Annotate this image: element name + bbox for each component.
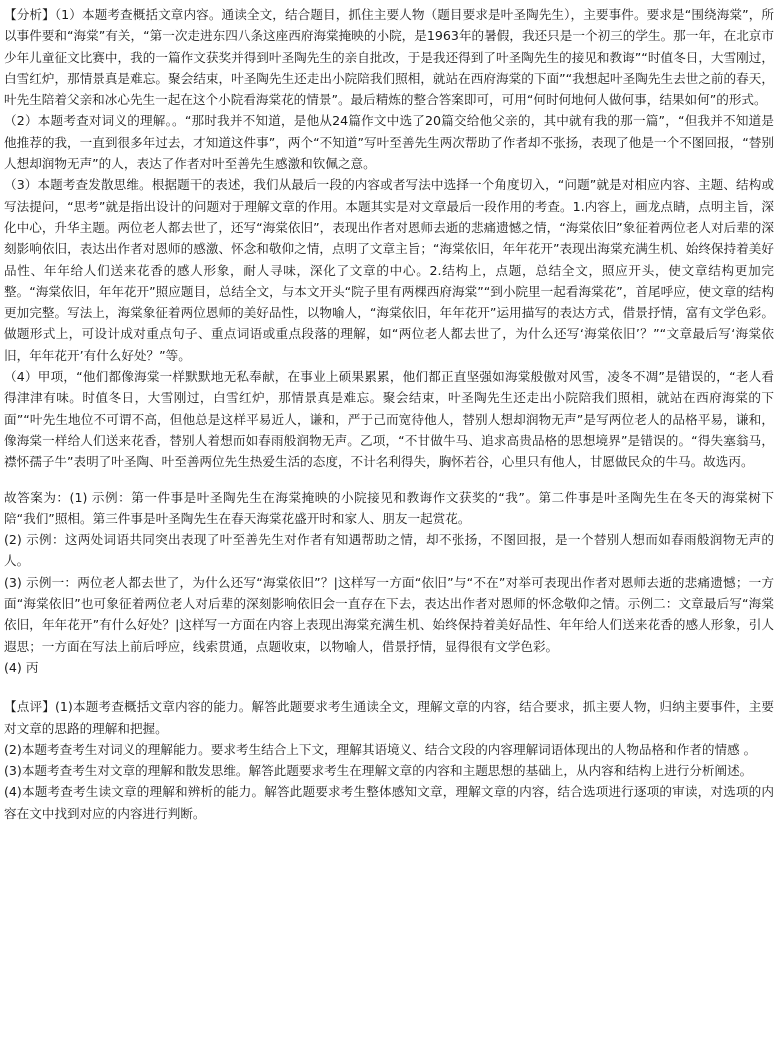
comment-part-2: (2)本题考查考生对词义的理解能力。要求考生结合上下文，理解其语境义、结合文段的内容理解词语体现出的人物品格和作者的情感 。 [4, 741, 757, 757]
comment-part-3: (3)本题考查考生对文章的理解和散发思维。解答此题要求考生在理解文章的内容和主题思想的基础上，从内容和结构上进行分析阐述。 [4, 763, 753, 779]
comment-section [4, 696, 774, 824]
comment-part-4: (4)本题考查考生读文章的理解和辨析的能力。解答此题要求考生整体感知文章，理解文章的内容，结合选项进行逐项的审读，对选项的内容在文中找到对应的内容进行判断。 [4, 784, 774, 821]
analysis-part-4: （4）甲项，“他们都像海棠一样默默地无私奉献，在事业上硕果累累，他们都正直坚强如海棠般傲对风雪，凌冬不凋”是错误的，“老人看得津津有味。时值冬日，大雪刚过，白雪红炉，那情景真是难忘。聚会结束，叶圣陶先生还走出小院陪我们照相，就站在西府海棠的下面”“叶先生地位不可谓不高，但他总是这样平易近人，谦和，严于己而宽待他人，替别人想却润物无声”是写两位老人的品格平易，谦和，像海棠一样给人们送来花香，替别人着想而如春雨般润物无声。乙项，“不甘做牛马、追求高贵品格的思想境界”是错误的。“得失塞翁马，襟怀孺子牛”表明了叶圣陶、叶至善两位先生热爱生活的态度，不计名利得失，胸怀若谷，心里只有他人，甘愿做民众的牛马。故选丙。 [4, 369, 774, 470]
analysis-part-1: 【分析】（1）本题考查概括文章内容。通读全文，结合题目，抓住主要人物（题目要求是叶圣陶先生），主要事件。要求是“围绕海棠”，所以事件要和“海棠”有关，“第一次走进东四八条这座西府海棠掩映的小院，是1963年的暑假，我还只是一个初三的学生。那一年，在北京市少年儿童征文比赛中，我的一篇作文获奖并得到叶圣陶先生的亲自批改，于是我还得到了叶圣陶先生的接见和教诲”“时值冬日，大雪刚过，白雪红炉，那情景真是难忘。聚会结束，叶圣陶先生还走出小院陪我们照相，就站在西府海棠的下面”“我想起叶圣陶先生去世之前的春天，叶先生陪着父亲和冰心先生一起在这个小院看海棠花的情景”。最后精炼的整合答案即可，可用“何时何地何人做何事，结果如何”的形式。 [4, 7, 774, 108]
answer-part-4: (4) 丙 [4, 659, 39, 675]
answer-part-2: (2) 示例：这两处词语共同突出表现了叶至善先生对作者有知遇帮助之情，却不张扬，不图回报，是一个替别人想而如春雨般润物无声的人。 [4, 532, 774, 569]
analysis-part-2: （2）本题考查对词义的理解。。“那时我并不知道，是他从24篇作文中选了20篇交给他父亲的，其中就有我的那一篇”，“但我并不知道是他推荐的我，一直到很多年过去，才知道这件事”，两个“不知道”写叶至善先生两次帮助了作者却不张扬，表现了他是一个不图回报，“替别人想却润物无声”的人，表达了作者对叶至善先生感激和钦佩之意。 [4, 113, 774, 172]
analysis-part-3: （3）本题考查发散思维。根据题干的表述，我们从最后一段的内容或者写法中选择一个角度切入，“问题”就是对相应内容、主题、结构或写法提问，“思考”就是指出设计的问题对于理解文章的作用。本题其实是对文章最后一段作用的考查。1.内容上，画龙点睛，点明主旨，深化中心，升华主题。两位老人都去世了，还写“海棠依旧”，表现出作者对恩师去逝的悲痛遗憾之情，“海棠依旧”象征着两位老人对后辈的深刻影响依旧，表达出作者对恩师的感激、怀念和敬仰之情，点明了文章主旨；“海棠依旧，年年花开”表现出海棠充满生机、始终保持着美好品性、年年给人们送来花香的感人形象，耐人寻味，深化了文章的中心。2.结构上，点题，总结全文，照应开头，使文章结构更加完整。“海棠依旧，年年花开”照应题目，总结全文，与本文开头“院子里有两棵西府海棠”“到小院里一起看海棠花”，首尾呼应，使文章的结构更加完整。写法上，海棠象征着两位恩师的美好品性，以物喻人，“海棠依旧，年年花开”运用描写的表达方式，借景抒情，富有文学色彩。做题形式上，可设计成对重点句子、重点词语或重点段落的理解，如“两位老人都去世了，为什么还写‘海棠依旧’？”“文章最后写‘海棠依旧，年年花开’有什么好处？”等。 [4, 177, 774, 363]
answer-section [4, 487, 774, 679]
comment-part-1: 【点评】(1)本题考查概括文章内容的能力。解答此题要求考生通读全文，理解文章的内容，结合要求，抓主要人物，归纳主要事件，主要对文章的思路的理解和把握。 [4, 699, 774, 736]
answer-part-1: 故答案为：(1) 示例：第一件事是叶圣陶先生在海棠掩映的小院接见和教诲作文获奖的“我”。第二件事是叶圣陶先生在冬天的海棠树下陪“我们”照相。第三件事是叶圣陶先生在春天海棠花盛开时和家人、朋友一起赏花。 [4, 489, 774, 526]
analysis-section [4, 4, 774, 473]
answer-part-3: (3) 示例一：两位老人都去世了，为什么还写“海棠依旧”？|这样写一方面“依旧”与“不在”对举可表现出作者对恩师去逝的悲痛遗憾；一方面“海棠依旧”也可象征着两位老人对后辈的深刻影响依旧会一直存在下去，表达出作者对恩师的怀念敬仰之情。示例二：文章最后写“海棠依旧，年年花开”有什么好处？|这样写一方面在内容上表现出海棠充满生机、始终保持着美好品性、年年给人们送来花香的感人形象，引人遐思；一方面在写法上前后呼应，线索贯通，点题收束，以物喻人，借景抒情，显得很有文学色彩。 [4, 574, 774, 654]
